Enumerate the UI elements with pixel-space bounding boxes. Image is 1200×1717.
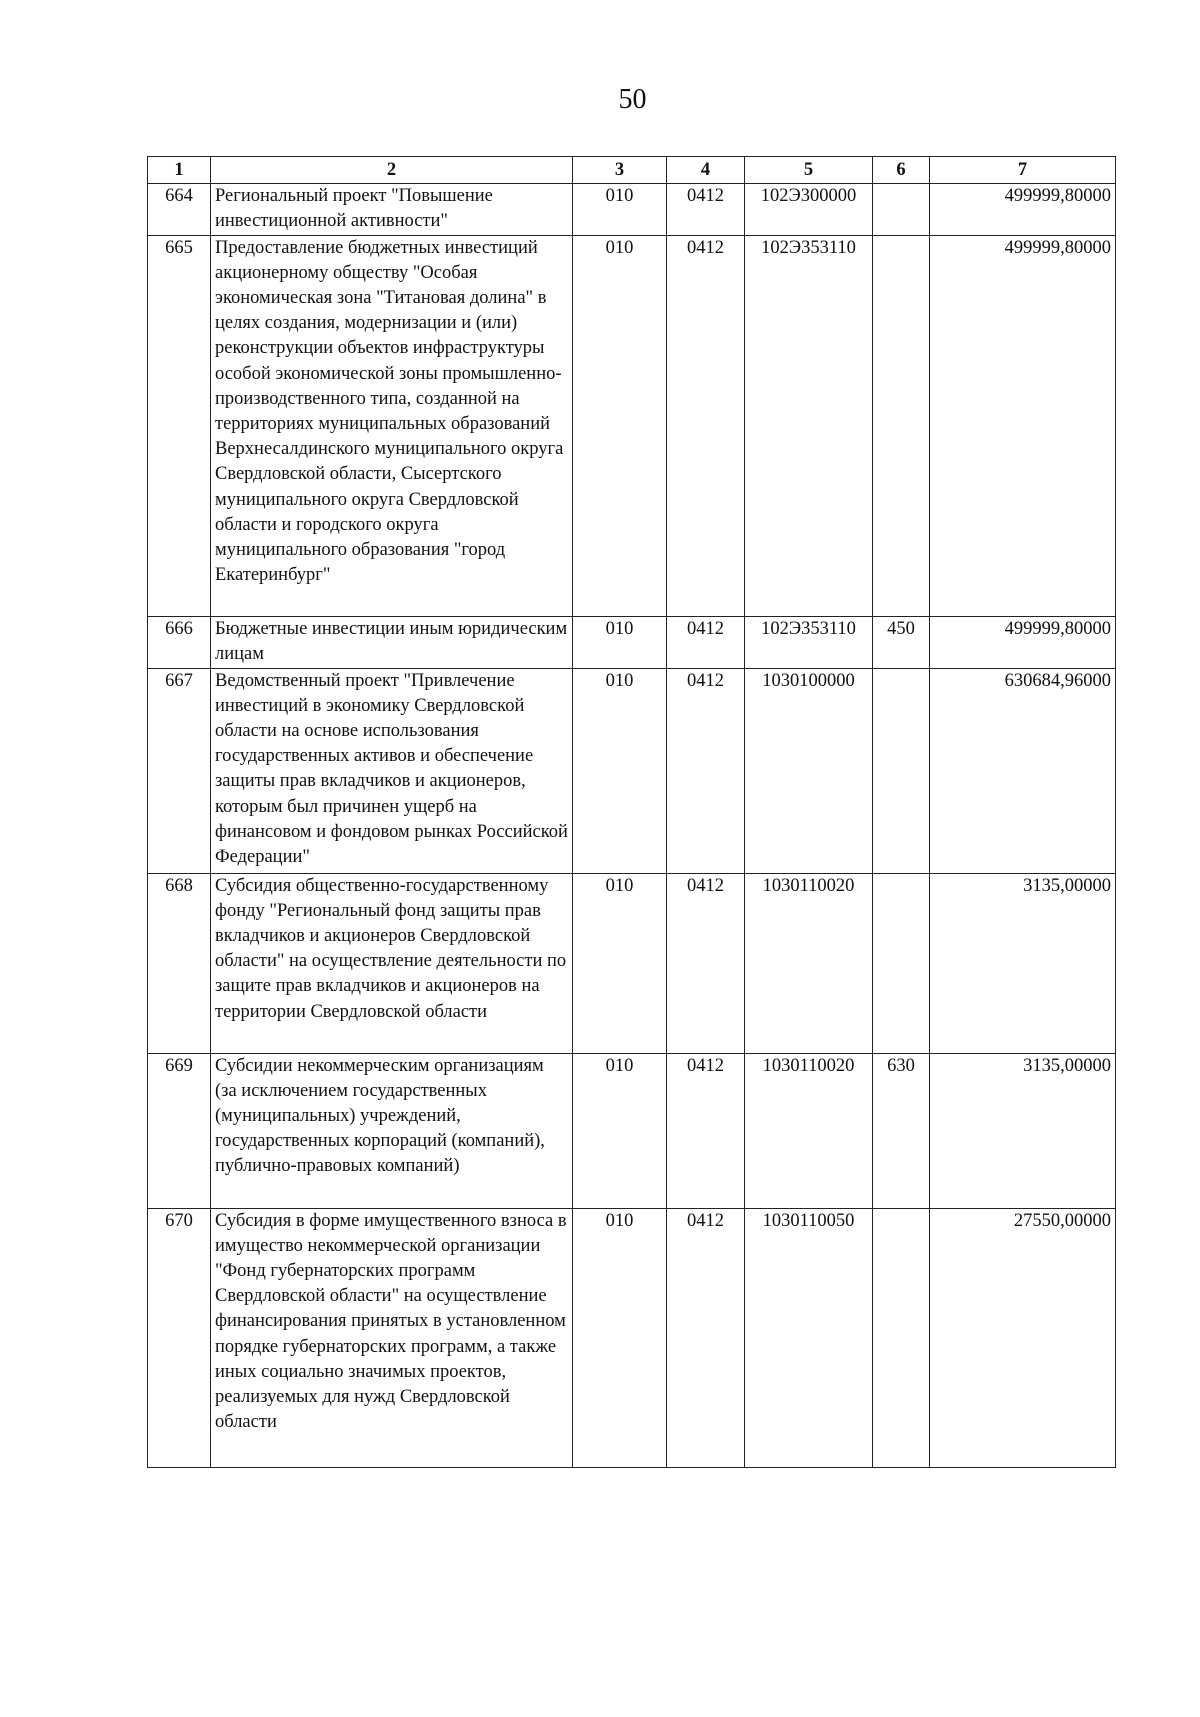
row-code-6: 630: [873, 1053, 930, 1208]
row-sum: [930, 235, 1116, 616]
row-code-4: 0412: [667, 873, 745, 1053]
row-description: Субсидия в форме имущественного взноса в имущество некоммерческой организации "Фонд губернаторских программ Свердловской области" на осуществление финансирования принятых в установленном порядке губернаторских программ, а также иных социально значимых проектов, реализуемых для нужд Свердловской области: [211, 1208, 573, 1467]
column-header: 4: [667, 157, 745, 184]
row-code-3: 010: [573, 184, 667, 235]
row-code-5: 1030110050: [745, 1208, 873, 1467]
row-sum: [930, 1208, 1116, 1467]
row-sum: [930, 668, 1116, 873]
row-sum-value: 499999,80000: [1004, 618, 1111, 639]
row-code-5: 102Э353110: [745, 616, 873, 668]
row-sum-value: 499999,80000: [1004, 237, 1111, 258]
row-code-5: 1030110020: [745, 1053, 873, 1208]
row-code-3: 010: [573, 616, 667, 668]
row-number: 667: [148, 668, 211, 873]
row-sum-value: 499999,80000: [1004, 186, 1111, 207]
row-code-3: 010: [573, 1053, 667, 1208]
row-sum: [930, 616, 1116, 668]
row-code-5: 1030100000: [745, 668, 873, 873]
table-row: [148, 616, 1116, 668]
column-header: 7: [930, 157, 1116, 184]
row-code-6: [873, 668, 930, 873]
page-number: 50: [618, 84, 647, 115]
row-code-5: 102Э300000: [745, 184, 873, 235]
row-description: Региональный проект "Повышение инвестиционной активности": [211, 184, 573, 235]
row-code-4: 0412: [667, 616, 745, 668]
row-description: Субсидия общественно-государственному фонду "Региональный фонд защиты прав вкладчиков и акционеров Свердловской области" на осуществление деятельности по защите прав вкладчиков и акционеров на территории Свердловской области: [211, 873, 573, 1053]
row-sum: [930, 873, 1116, 1053]
table-row: [148, 668, 1116, 873]
table-row: [148, 1208, 1116, 1467]
row-number: 669: [148, 1053, 211, 1208]
row-number: 666: [148, 616, 211, 668]
row-code-6: [873, 873, 930, 1053]
row-number: 668: [148, 873, 211, 1053]
row-code-5: 1030110020: [745, 873, 873, 1053]
table-row: [148, 1053, 1116, 1208]
row-code-6: [873, 184, 930, 235]
row-description: Предоставление бюджетных инвестиций акционерному обществу "Особая экономическая зона "Титановая долина" в целях создания, модернизации и (или) реконструкции объектов инфраструктуры особой экономической зоны промышленно-производственного типа, созданной на территориях муниципальных образований Верхнесалдинского муниципального округа Свердловской области, Сысертского муниципального округа Свердловской области и городского округа муниципального образования "город Екатеринбург": [211, 235, 573, 616]
row-sum-value: 630684,96000: [1004, 670, 1111, 691]
column-header: 3: [573, 157, 667, 184]
row-description: Бюджетные инвестиции иным юридическим лицам: [211, 616, 573, 668]
row-code-3: 010: [573, 668, 667, 873]
row-number: 670: [148, 1208, 211, 1467]
row-code-3: 010: [573, 1208, 667, 1467]
header-row: [148, 157, 1116, 184]
row-code-4: 0412: [667, 235, 745, 616]
row-code-6: [873, 235, 930, 616]
row-code-4: 0412: [667, 668, 745, 873]
row-number: 665: [148, 235, 211, 616]
budget-table: [147, 156, 1116, 1468]
column-header: 6: [873, 157, 930, 184]
row-code-4: 0412: [667, 1053, 745, 1208]
row-description: Ведомственный проект "Привлечение инвестиций в экономику Свердловской области на основе использования государственных активов и обеспечение защиты прав вкладчиков и акционеров, которым был причинен ущерб на финансовом и фондовом рынках Российской Федерации": [211, 668, 573, 873]
column-header: 1: [148, 157, 211, 184]
column-header: 2: [211, 157, 573, 184]
table-row: [148, 235, 1116, 616]
row-sum: [930, 1053, 1116, 1208]
row-sum: [930, 184, 1116, 235]
table-row: [148, 873, 1116, 1053]
row-code-4: 0412: [667, 184, 745, 235]
column-header: 5: [745, 157, 873, 184]
row-code-6: 450: [873, 616, 930, 668]
row-description: Субсидии некоммерческим организациям (за исключением государственных (муниципальных) учреждений, государственных корпораций (компаний), публично-правовых компаний): [211, 1053, 573, 1208]
row-sum-value: 27550,00000: [1013, 1210, 1111, 1231]
row-code-3: 010: [573, 235, 667, 616]
row-code-6: [873, 1208, 930, 1467]
row-code-3: 010: [573, 873, 667, 1053]
row-code-5: 102Э353110: [745, 235, 873, 616]
table-row: [148, 184, 1116, 235]
row-sum-value: 3135,00000: [1023, 875, 1111, 896]
row-number: 664: [148, 184, 211, 235]
row-code-4: 0412: [667, 1208, 745, 1467]
row-sum-value: 3135,00000: [1023, 1055, 1111, 1076]
